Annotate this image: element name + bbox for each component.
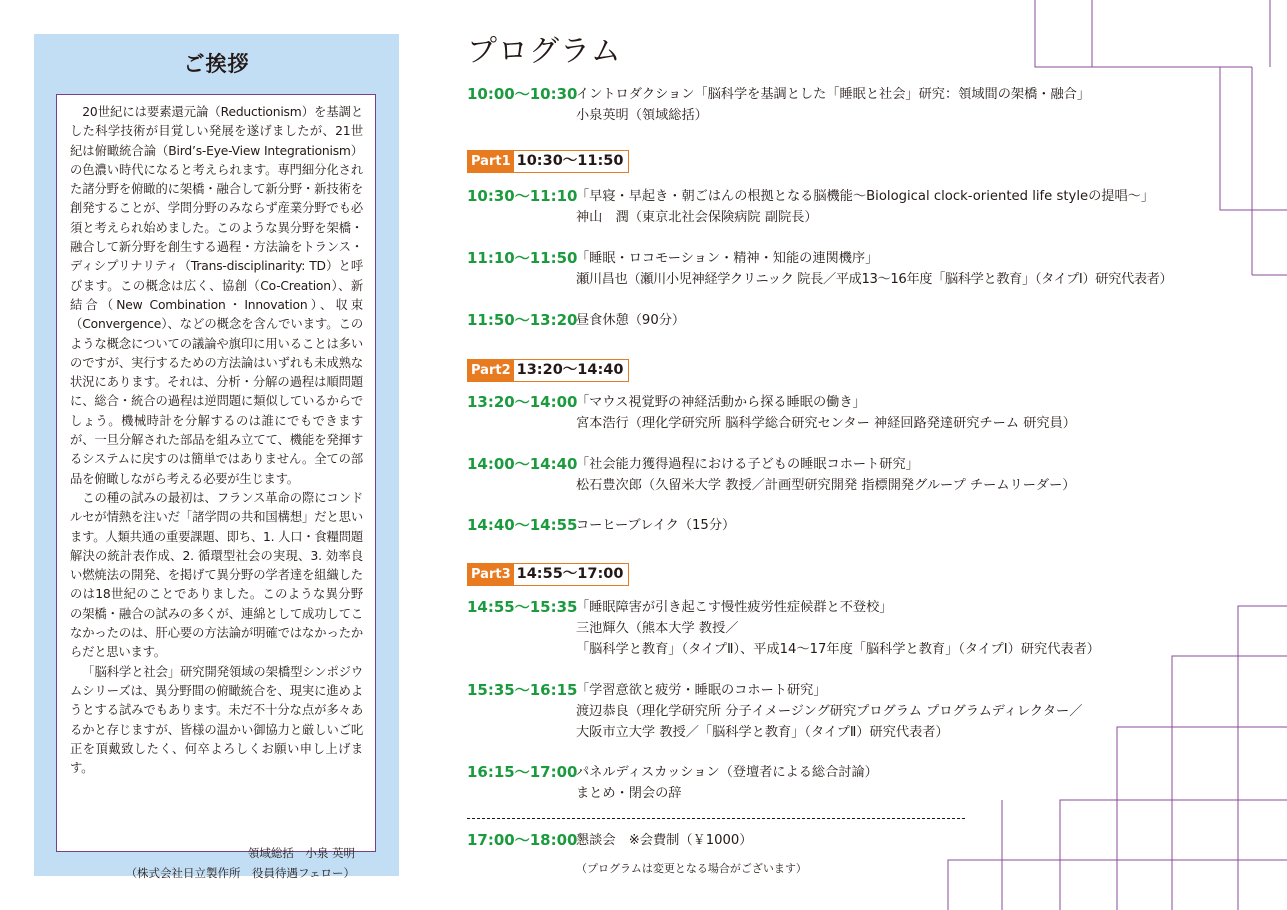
session-line: 「睡眠障害が引き起こす慢性疲労性症候群と不登校」 xyxy=(576,600,893,615)
session-line: 「早寝・早起き・朝ごはんの根拠となる脳機能～Biological clock-oriented life styleの提唱～」 xyxy=(576,189,1155,204)
session-line: 松石豊次郎（久留米大学 教授／計画型研究開発 指標開発グループ チームリーダー） xyxy=(576,478,1076,493)
session-line: 瀬川昌也（瀬川小児神経学クリニック 院長／平成13～16年度「脳科学と教育」（タイプⅠ）研究代表者） xyxy=(576,272,1173,287)
session-line: コーヒーブレイク（15分） xyxy=(576,518,736,533)
signature-affiliation: （株式会社日立製作所 役員待遇フェロー） xyxy=(125,866,355,880)
session-desc xyxy=(576,454,1075,496)
session-line: 昼食休憩（90分） xyxy=(576,313,686,328)
session-line: 「学習意欲と疲労・睡眠のコホート研究」 xyxy=(576,683,827,698)
session-time: 14:55～15:35 xyxy=(467,598,578,616)
session-time: 17:00～18:00 xyxy=(467,831,578,849)
session-desc xyxy=(576,515,735,536)
session-line: 「脳科学と教育」（タイプⅡ）、平成14～17年度「脳科学と教育」（タイプⅠ）研究代表者） xyxy=(576,642,1100,657)
part3-header xyxy=(467,563,629,586)
part-tag: Part2 xyxy=(468,360,514,381)
program-note: （プログラムは変更となる場合がございます） xyxy=(576,862,807,875)
session-desc xyxy=(576,392,1076,434)
session-time: 14:00～14:40 xyxy=(467,455,578,473)
session-line: まとめ・閉会の辞 xyxy=(576,786,682,801)
greeting-paragraph-1: 20世紀には要素還元論（Reductionism）を基調とした科学技術が目覚しい発展を遂げましたが、21世紀は俯瞰統合論（Bird’s-Eye-View Integrationism）の色濃い時代になると考えられます。専門細分化された諸分野を俯瞰的に架橋・融合して新分野・新技術を創発することが、学問分野のみならず産業分野でも必須と考えられ始めました。このような異分野を架橋・融合して新分野を創生する過程・方法論をトランス・ディシプリナリティ（Trans-disciplinarity: TD）と呼びます。この概念は広く、協創（Co-Creation）、新結合（New Combination・Innovation）、収束（Convergence）、などの概念を含んでいます。このような概念についての議論や旗印に用いることは多いのですが、実行するための方法論はいずれも未成熟な状況にあります。それは、分析・分解の過程は順問題に、総合・統合の過程は逆問題に類似しているからでしょう。機械時計を分解するのは誰にでもできますが、一旦分解された部品を組み立てて、機能を発揮するシステムに戻すのは簡単ではありません。全ての部品を俯瞰しながら考える必要が生じます。 xyxy=(70,105,363,486)
session-desc xyxy=(576,310,685,331)
session-desc xyxy=(576,84,1090,126)
part-time: 10:30～11:50 xyxy=(516,153,624,169)
session-line: 「マウス視覚野の神経活動から探る睡眠の働き」 xyxy=(576,395,866,410)
part2-header xyxy=(467,359,629,382)
session-time: 14:40～14:55 xyxy=(467,516,578,534)
dashed-divider xyxy=(467,818,965,819)
session-line: 宮本浩行（理化学研究所 脳科学総合研究センター 神経回路発達研究チーム 研究員） xyxy=(576,416,1076,431)
session-desc xyxy=(576,762,878,804)
greeting-paragraph-3: 「脳科学と社会」研究開発領域の架橋型シンポジウムシリーズは、異分野間の俯瞰統合を、現実に進めようとする試みでもあります。未だ不十分な点が多々あるかと存じますが、皆様の温かい御協力と厳しいご叱正を頂戴致したく、何卒よろしくお願い申し上げます。 xyxy=(70,664,363,776)
session-desc xyxy=(576,186,1154,228)
session-time: 15:35～16:15 xyxy=(467,681,578,699)
session-desc xyxy=(576,680,1082,743)
session-line: 三池輝久（熊本大学 教授／ xyxy=(576,621,739,636)
session-time: 11:10～11:50 xyxy=(467,249,578,267)
session-line: 大阪市立大学 教授／「脳科学と教育」（タイプⅡ）研究代表者） xyxy=(576,725,949,740)
session-time: 11:50～13:20 xyxy=(467,311,578,329)
part1-header xyxy=(467,150,629,173)
session-line: 「社会能力獲得過程における子どもの睡眠コホート研究」 xyxy=(576,457,919,472)
session-line: 渡辺恭良（理化学研究所 分子イメージング研究プログラム プログラムディレクター／ xyxy=(576,704,1083,719)
greeting-panel xyxy=(34,34,399,880)
part-time: 14:55～17:00 xyxy=(516,566,624,582)
session-desc xyxy=(576,248,1172,290)
session-line: 「睡眠・ロコモーション・精神・知能の連関機序」 xyxy=(576,251,879,266)
greeting-paragraph-2: この種の試みの最初は、フランス革命の際にコンドルセが情熱を注いだ「諸学問の共和国構想」だと思います。人類共通の重要課題、即ち、1. 人口・食糧問題解決の統計表作成、2. 循環型社会の実現、3. 効率良い燃焼法の開発、を掲げて異分野の学者達を組織したのは18世紀のことでありました。このような異分野の架橋・融合の試みの多くが、連綿として成功してこなかったのは、肝心要の方法論が明確ではなかったからだと思います。 xyxy=(70,490,363,660)
session-line: イントロダクション「脳科学を基調とした「睡眠と社会」研究：領域間の架橋・融合」 xyxy=(576,87,1091,102)
session-time: 13:20～14:00 xyxy=(467,393,578,411)
part-time: 13:20～14:40 xyxy=(516,362,624,378)
part-tag: Part1 xyxy=(468,151,514,172)
greeting-signature xyxy=(126,843,355,883)
session-desc xyxy=(576,597,1100,660)
session-desc xyxy=(576,830,753,851)
session-time: 16:15～17:00 xyxy=(467,763,578,781)
part-tag: Part3 xyxy=(468,564,514,585)
program-title: プログラム xyxy=(467,34,622,69)
session-line: 懇談会 ※会費制（￥1000） xyxy=(576,833,753,848)
session-line: 小泉英明（領域総括） xyxy=(576,108,708,123)
greeting-title: ご挨拶 xyxy=(183,52,250,76)
greeting-box xyxy=(56,94,376,880)
session-time: 10:30～11:10 xyxy=(467,187,578,205)
session-time: 10:00～10:30 xyxy=(467,85,578,103)
signature-role: 領域総括 小泉 英明 xyxy=(247,846,355,860)
session-line: パネルディスカッション（登壇者による総合討論） xyxy=(576,765,878,780)
session-line: 神山 潤（東京北社会保険病院 副院長） xyxy=(576,210,818,225)
